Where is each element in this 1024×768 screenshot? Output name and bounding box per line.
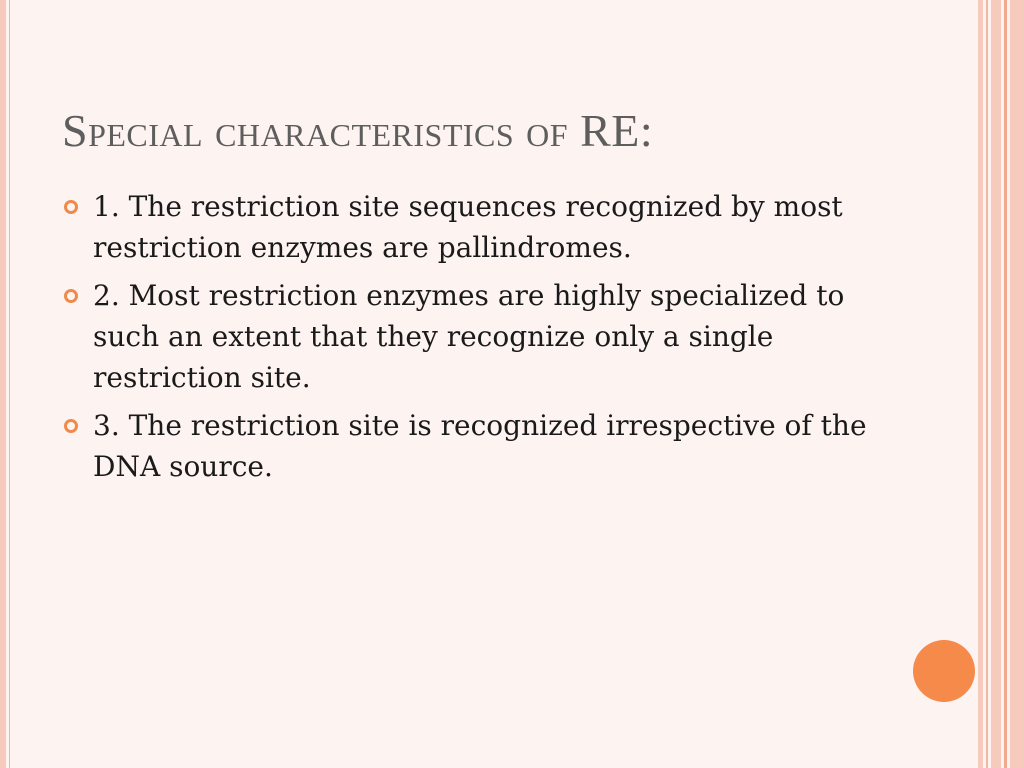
right-decorative-stripes xyxy=(978,0,1024,768)
left-border-line xyxy=(9,0,10,768)
hollow-circle-icon xyxy=(64,289,78,303)
left-border xyxy=(0,0,6,768)
hollow-circle-icon xyxy=(64,200,78,214)
bullet-item xyxy=(62,275,902,398)
decorative-orange-circle xyxy=(913,640,975,702)
slide-title: Special characteristics of RE: xyxy=(62,105,654,156)
hollow-circle-icon xyxy=(64,419,78,433)
bullet-text: 1. The restriction site sequences recognized by most restriction enzymes are pallindromes. xyxy=(93,190,843,264)
bullet-list xyxy=(62,186,902,494)
bullet-text: 2. Most restriction enzymes are highly specialized to such an extent that they recognize only a single restriction site. xyxy=(93,279,845,394)
bullet-text: 3. The restriction site is recognized irrespective of the DNA source. xyxy=(93,409,867,483)
bullet-item xyxy=(62,405,902,487)
bullet-item xyxy=(62,186,902,268)
